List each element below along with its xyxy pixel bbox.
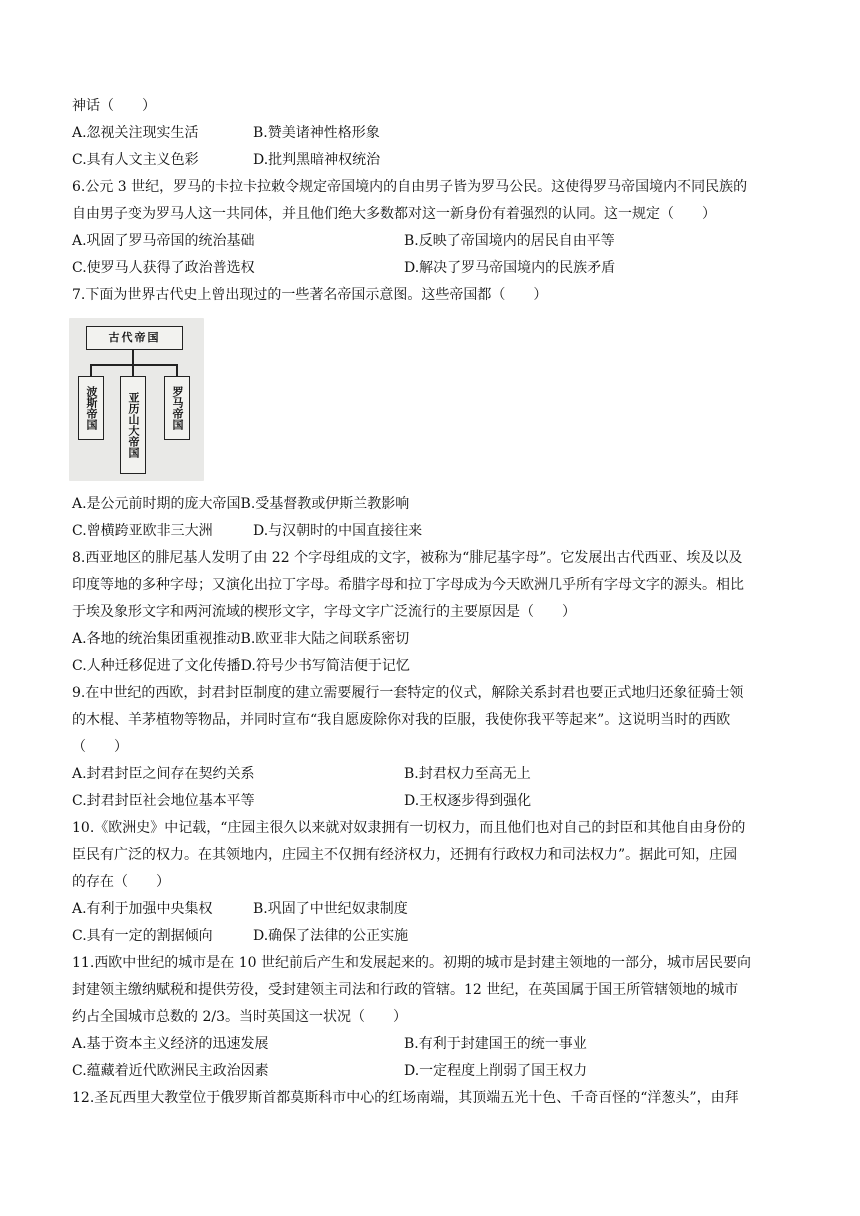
q8-option-cd: C.人种迁移促进了文化传播D.符号少书写简洁便于记忆 <box>72 658 410 674</box>
q8-option-ab: A.各地的统治集团重视推动B.欧亚非大陆之间联系密切 <box>72 631 410 647</box>
q11-option-c: C.蕴藏着近代欧洲民主政治因素 <box>72 1063 269 1079</box>
diagram-connector <box>176 364 178 376</box>
q9-stem-line: （ ） <box>72 739 128 755</box>
q7-option-ab: A.是公元前时期的庞大帝国B.受基督教或伊斯兰教影响 <box>72 496 410 512</box>
q8-stem-line: 8.西亚地区的腓尼基人发明了由 22 个字母组成的文字，被称为“腓尼基字母”。它发展出古代西亚、埃及以及 <box>72 550 743 566</box>
q10-option-c: C.具有一定的割据倾向 <box>72 928 213 944</box>
q6-stem-line: 6.公元 3 世纪，罗马的卡拉卡拉敕令规定帝国境内的自由男子皆为罗马公民。这使得罗马帝国境内不同民族的 <box>72 179 748 195</box>
q6-option-c: C.使罗马人获得了政治普选权 <box>72 260 255 276</box>
q6-stem-line: 自由男子变为罗马人这一共同体，并且他们绝大多数都对这一新身份有着强烈的认同。这一规定（ ） <box>72 206 716 222</box>
diagram-box-persia: 波斯帝国 <box>78 376 104 440</box>
q11-stem-line: 11.西欧中世纪的城市是在 10 世纪前后产生和发展起来的。初期的城市是封建主领地的一部分，城市居民要向 <box>72 955 751 971</box>
q9-option-d: D.王权逐步得到强化 <box>404 793 532 809</box>
q9-option-a: A.封君封臣之间存在契约关系 <box>72 766 255 782</box>
diagram-connector <box>132 350 134 364</box>
q10-option-d: D.确保了法律的公正实施 <box>253 928 409 944</box>
q8-stem-line: 于埃及象形文字和两河流域的楔形文字，字母文字广泛流行的主要原因是（ ） <box>72 604 576 620</box>
diagram-connector <box>132 364 134 376</box>
q5-option-c: C.具有人文主义色彩 <box>72 152 199 168</box>
diagram-top-box: 古代帝国 <box>86 326 183 350</box>
q5-option-a: A.忽视关注现实生活 <box>72 125 199 141</box>
q7-stem-line: 7.下面为世界古代史上曾出现过的一些著名帝国示意图。这些帝国都（ ） <box>72 287 548 303</box>
q6-option-d: D.解决了罗马帝国境内的民族矛盾 <box>404 260 616 276</box>
q7-option-c: C.曾横跨亚欧非三大洲 <box>72 523 213 539</box>
q9-stem-line: 9.在中世纪的西欧，封君封臣制度的建立需要履行一套特定的仪式，解除关系封君也要正式地归还象征骑士领 <box>72 685 744 701</box>
q12-stem-line: 12.圣瓦西里大教堂位于俄罗斯首都莫斯科市中心的红场南端，其顶端五光十色、千奇百怪的“洋葱头”，由拜 <box>72 1090 739 1106</box>
q10-option-b: B.巩固了中世纪奴隶制度 <box>253 901 408 917</box>
q9-option-b: B.封君权力至高无上 <box>404 766 531 782</box>
q5-stem-end: 神话（ ） <box>72 98 156 114</box>
q11-option-d: D.一定程度上削弱了国王权力 <box>404 1063 588 1079</box>
q11-option-a: A.基于资本主义经济的迅速发展 <box>72 1036 269 1052</box>
diagram-connector <box>90 364 92 376</box>
diagram-connector <box>90 364 178 366</box>
q7-option-d: D.与汉朝时的中国直接往来 <box>253 523 423 539</box>
q11-option-b: B.有利于封建国王的统一事业 <box>404 1036 587 1052</box>
q5-option-d: D.批判黑暗神权统治 <box>253 152 381 168</box>
q11-stem-line: 约占全国城市总数的 2/3。当时英国这一状况（ ） <box>72 1009 407 1025</box>
q6-option-a: A.巩固了罗马帝国的统治基础 <box>72 233 255 249</box>
q10-stem-line: 臣民有广泛的权力。在其领地内，庄园主不仅拥有经济权力，还拥有行政权力和司法权力”。据此可知，庄园 <box>72 847 738 863</box>
q5-option-b: B.赞美诸神性格形象 <box>253 125 380 141</box>
diagram-box-rome: 罗马帝国 <box>164 376 190 440</box>
q6-option-b: B.反映了帝国境内的居民自由平等 <box>404 233 615 249</box>
q10-stem-line: 10.《欧洲史》中记载，“庄园主很久以来就对奴隶拥有一切权力，而且他们也对自己的封臣和其他自由身份的 <box>72 820 746 836</box>
q10-option-a: A.有利于加强中央集权 <box>72 901 213 917</box>
q11-stem-line: 封建领主缴纳赋税和提供劳役，受封建领主司法和行政的管辖。12 世纪，在英国属于国王所管辖领地的城市 <box>72 982 739 998</box>
q9-stem-line: 的木棍、羊茅植物等物品，并同时宣布“我自愿废除你对我的臣服，我使你我平等起来”。这说明当时的西欧 <box>72 712 731 728</box>
q9-option-c: C.封君封臣社会地位基本平等 <box>72 793 255 809</box>
empire-diagram <box>69 318 204 481</box>
q10-stem-line: 的存在（ ） <box>72 874 170 890</box>
diagram-box-alexander: 亚历山大帝国 <box>120 376 146 474</box>
q8-stem-line: 印度等地的多种字母；又演化出拉丁字母。希腊字母和拉丁字母成为今天欧洲几乎所有字母文字的源头。相比 <box>72 577 744 593</box>
